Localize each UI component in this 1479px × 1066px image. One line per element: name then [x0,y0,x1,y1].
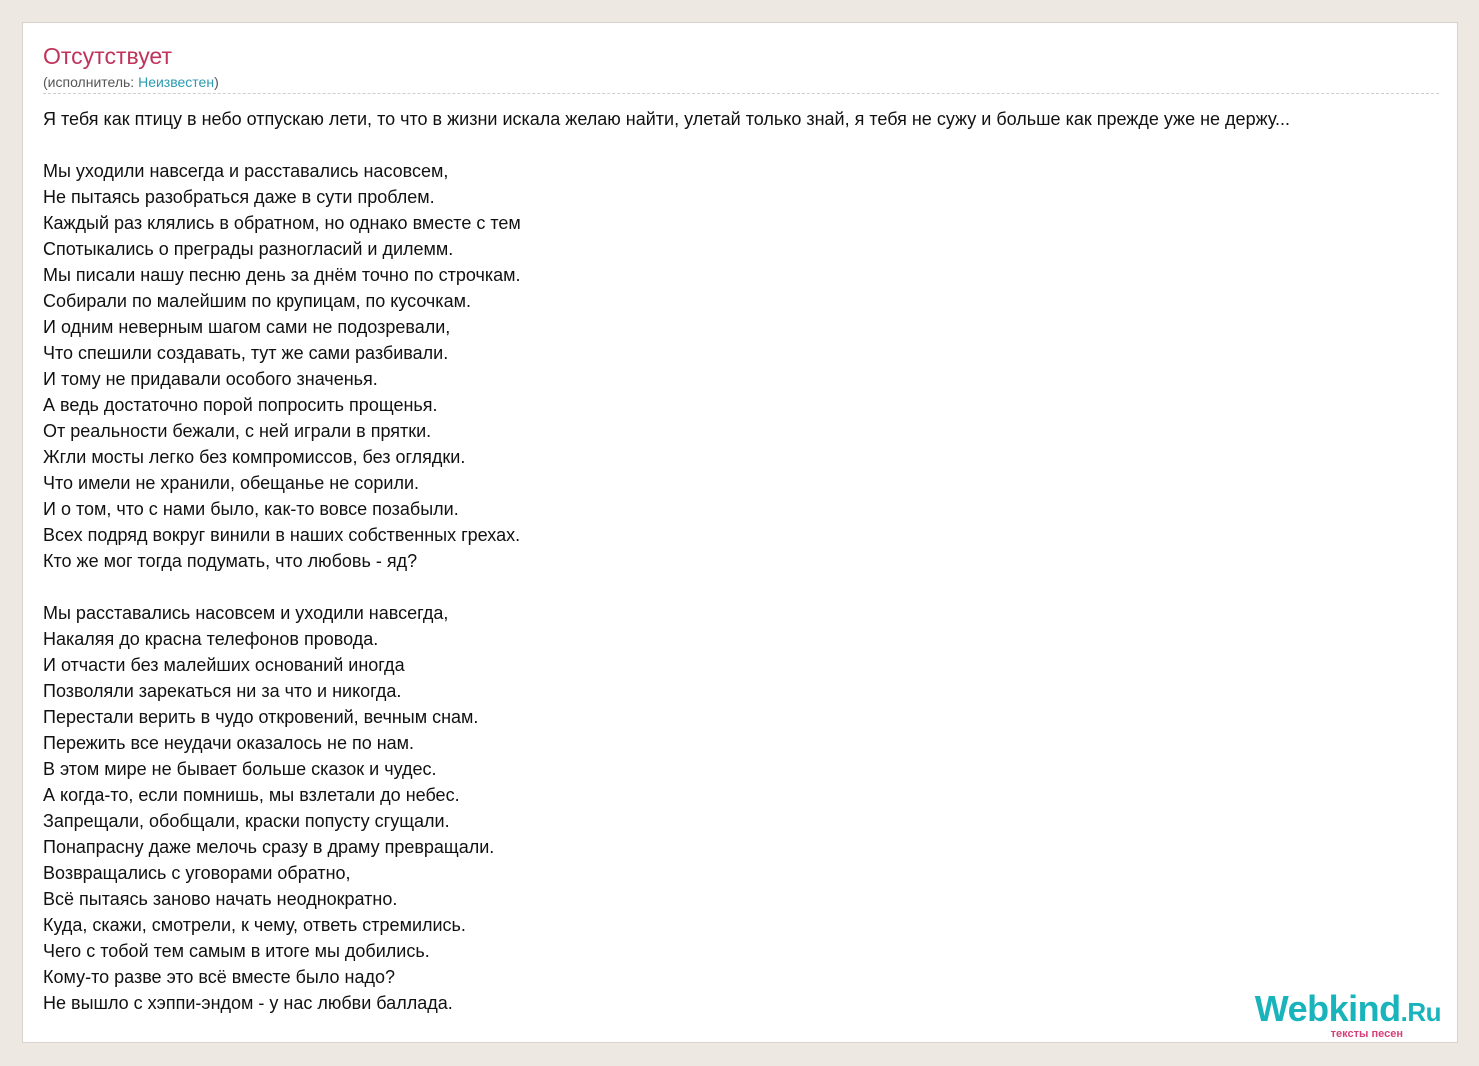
artist-line [43,74,219,90]
lyric-line: Позволяли зарекаться ни за что и никогда. [43,681,402,701]
lyric-line: И о том, что с нами было, как-то вовсе позабыли. [43,499,459,519]
lyric-line: И тому не придавали особого значенья. [43,369,378,389]
lyric-line: Собирали по малейшим по крупицам, по кусочкам. [43,291,471,311]
lyric-line: Каждый раз клялись в обратном, но однако вместе с тем [43,213,521,233]
lyric-line: Куда, скажи, смотрели, к чему, ответь стремились. [43,915,466,935]
lyric-line: Что спешили создавать, тут же сами разбивали. [43,343,449,363]
artist-suffix: ) [214,74,219,90]
lyric-line: Возвращались с уговорами обратно, [43,863,351,883]
lyric-line: Кто же мог тогда подумать, что любовь - яд? [43,551,418,571]
lyric-line: Спотыкались о преграды разногласий и дилемм. [43,239,454,259]
lyric-line: Запрещали, обобщали, краски попусту сгущали. [43,811,450,831]
lyric-line: Перестали верить в чудо откровений, вечным снам. [43,707,479,727]
logo-tagline: тексты песен [1330,1028,1403,1040]
lyric-line: Накаляя до красна телефонов провода. [43,629,379,649]
lyric-line: Чего с тобой тем самым в итоге мы добились. [43,941,430,961]
lyric-line: Не вышло с хэппи-эндом - у нас любви баллада. [43,993,453,1013]
lyric-line: Не пытаясь разобраться даже в сути проблем. [43,187,435,207]
verse-2 [43,600,494,1016]
verse-1 [43,158,521,574]
song-title: Отсутствует [43,43,172,69]
lyric-line: И одним неверным шагом сами не подозревали, [43,317,451,337]
site-logo [1254,988,1441,1040]
lyric-line: Мы расставались насовсем и уходили навсегда, [43,603,449,623]
lyrics-card [22,22,1458,1043]
lyric-line: Мы писали нашу песню день за днём точно по строчкам. [43,265,521,285]
artist-prefix: (исполнитель: [43,74,139,90]
lyric-line: Пережить все неудачи оказалось не по нам. [43,733,415,753]
header-divider [43,93,1439,94]
lyric-line: И отчасти без малейших оснований иногда [43,655,405,675]
lyric-line: Всё пытаясь заново начать неоднократно. [43,889,398,909]
lyrics-intro: Я тебя как птицу в небо отпускаю лети, то что в жизни искала желаю найти, улетай только знай, я тебя не сужу и больше как прежде уже не держу... [43,109,1291,129]
lyric-line: Всех подряд вокруг винили в наших собственных грехах. [43,525,521,545]
lyric-line: Кому-то разве это всё вместе было надо? [43,967,396,987]
lyric-line: Мы уходили навсегда и расставались насовсем, [43,161,449,181]
lyric-line: Понапрасну даже мелочь сразу в драму превращали. [43,837,495,857]
lyric-line: В этом мире не бывает больше сказок и чудес. [43,759,437,779]
lyric-line: Что имели не хранили, обещанье не сорили. [43,473,420,493]
logo-brand-tld: .Ru [1400,997,1441,1027]
lyric-line: От реальности бежали, с ней играли в прятки. [43,421,432,441]
lyric-line: А ведь достаточно порой попросить прощенья. [43,395,438,415]
artist-link[interactable]: Неизвестен [138,74,215,90]
lyric-line: А когда-то, если помнишь, мы взлетали до небес. [43,785,460,805]
logo-brand [1254,988,1441,1030]
logo-brand-name: Webkind [1254,988,1401,1029]
lyric-line: Жгли мосты легко без компромиссов, без оглядки. [43,447,466,467]
